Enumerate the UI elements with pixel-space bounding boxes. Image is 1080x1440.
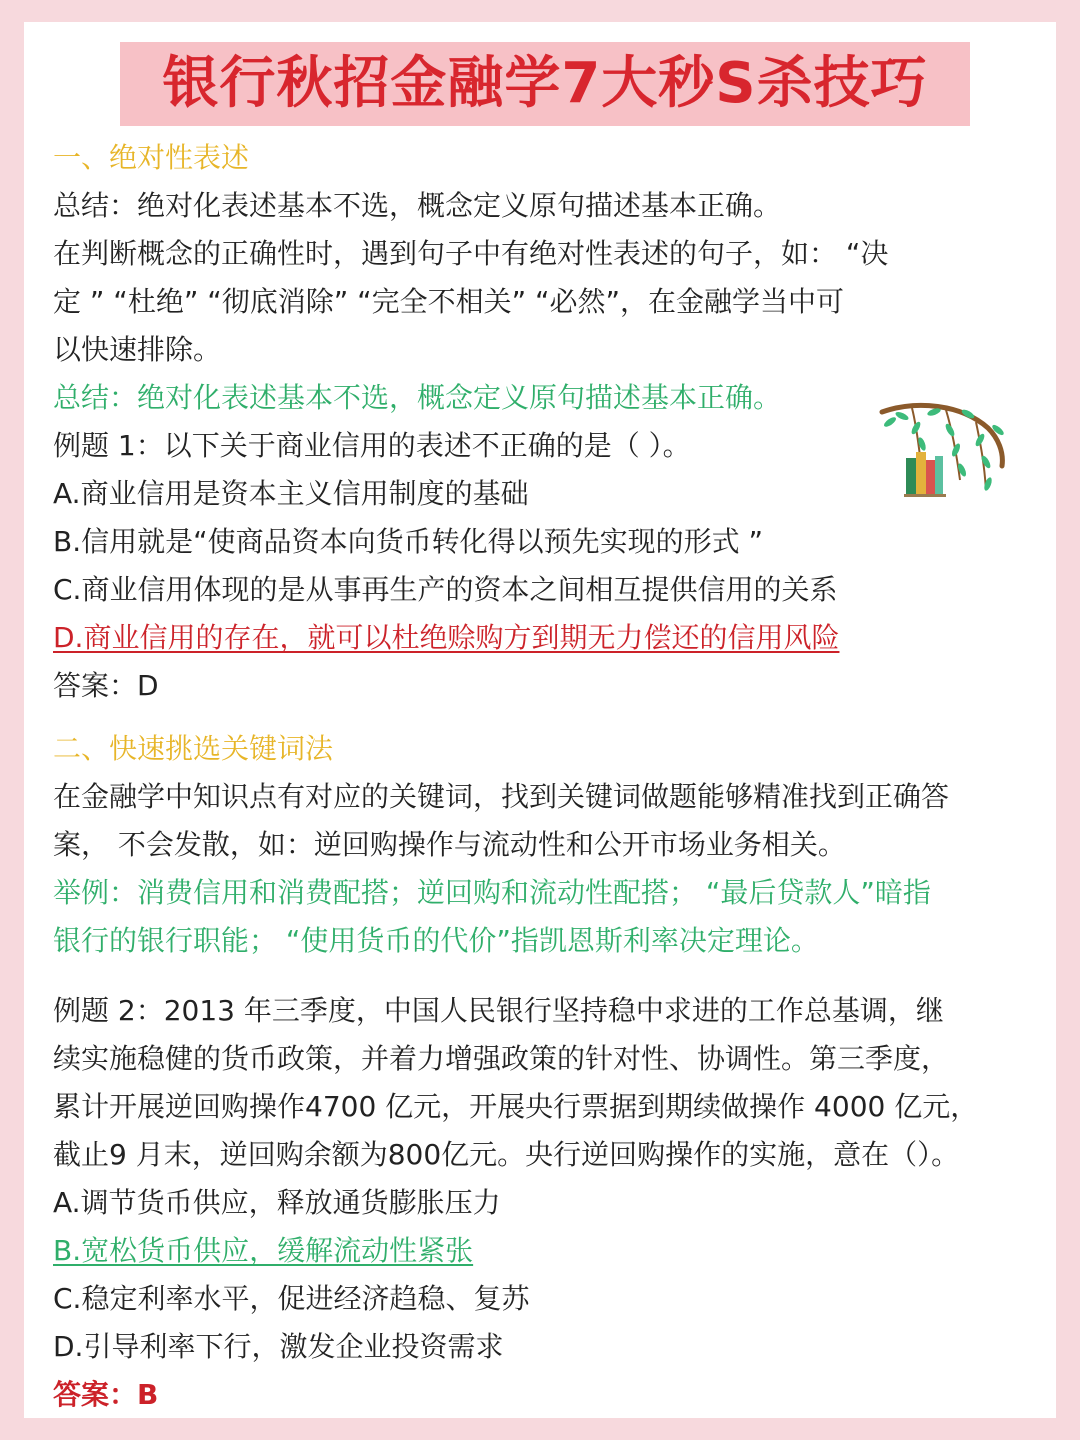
option-c: C.商业信用体现的是从事再生产的资本之间相互提供信用的关系 xyxy=(53,573,838,606)
question-line: 累计开展逆回购操作4700 亿元，开展央行票据到期续做操作 4000 亿元， xyxy=(53,1090,979,1123)
question-line: 续实施稳健的货币政策，并着力增强政策的针对性、协调性。第三季度， xyxy=(53,1042,950,1075)
paragraph-line: 在金融学中知识点有对应的关键词，找到关键词做题能够精准找到正确答 xyxy=(53,780,950,813)
content-card xyxy=(24,22,1056,1418)
summary-text: 总结：绝对化表述基本不选，概念定义原句描述基本正确。 xyxy=(53,189,782,222)
example-highlight: 银行的银行职能； “使用货币的代价”指凯恩斯利率决定理论。 xyxy=(53,924,819,957)
title-banner xyxy=(120,42,970,126)
option-d: D.引导利率下行，激发企业投资需求 xyxy=(53,1330,504,1363)
option-b: B.信用就是“使商品资本向货币转化得以预先实现的形式 ” xyxy=(53,525,764,558)
option-a: A.商业信用是资本主义信用制度的基础 xyxy=(53,477,529,510)
paragraph-line: 定 ” “杜绝” “彻底消除” “完全不相关” “必然”，在金融学当中可 xyxy=(53,285,845,318)
paragraph-line: 案， 不会发散，如：逆回购操作与流动性和公开市场业务相关。 xyxy=(53,828,846,861)
example-question-2: 例题 2：2013 年三季度，中国人民银行坚持稳中求进的工作总基调，继 xyxy=(53,994,944,1027)
willow-branch-books-icon xyxy=(876,400,1010,510)
paragraph-line: 以快速排除。 xyxy=(53,333,222,366)
option-b-correct: B.宽松货币供应，缓解流动性紧张 xyxy=(53,1234,474,1267)
example-highlight: 举例：消费信用和消费配搭；逆回购和流动性配搭； “最后贷款人”暗指 xyxy=(53,876,931,909)
section-heading-1: 一、绝对性表述 xyxy=(53,141,250,174)
option-d-correct: D.商业信用的存在，就可以杜绝赊购方到期无力偿还的信用风险 xyxy=(53,621,840,654)
answer-2: 答案：B xyxy=(53,1378,159,1411)
example-question-1: 例题 1：以下关于商业信用的表述不正确的是（ ）。 xyxy=(53,429,691,462)
paragraph-line: 在判断概念的正确性时，遇到句子中有绝对性表述的句子，如： “决 xyxy=(53,237,889,270)
summary-highlight: 总结：绝对化表述基本不选，概念定义原句描述基本正确。 xyxy=(53,381,782,414)
question-line: 截止9 月末，逆回购余额为800亿元。央行逆回购操作的实施，意在（）。 xyxy=(53,1138,960,1171)
answer-1: 答案：D xyxy=(53,669,159,702)
option-c: C.稳定利率水平，促进经济趋稳、复苏 xyxy=(53,1282,530,1315)
section-heading-2: 二、快速挑选关键词法 xyxy=(53,732,334,765)
page-title: 银行秋招金融学7大秒S杀技巧 xyxy=(162,51,928,116)
option-a: A.调节货币供应，释放通货膨胀压力 xyxy=(53,1186,501,1219)
